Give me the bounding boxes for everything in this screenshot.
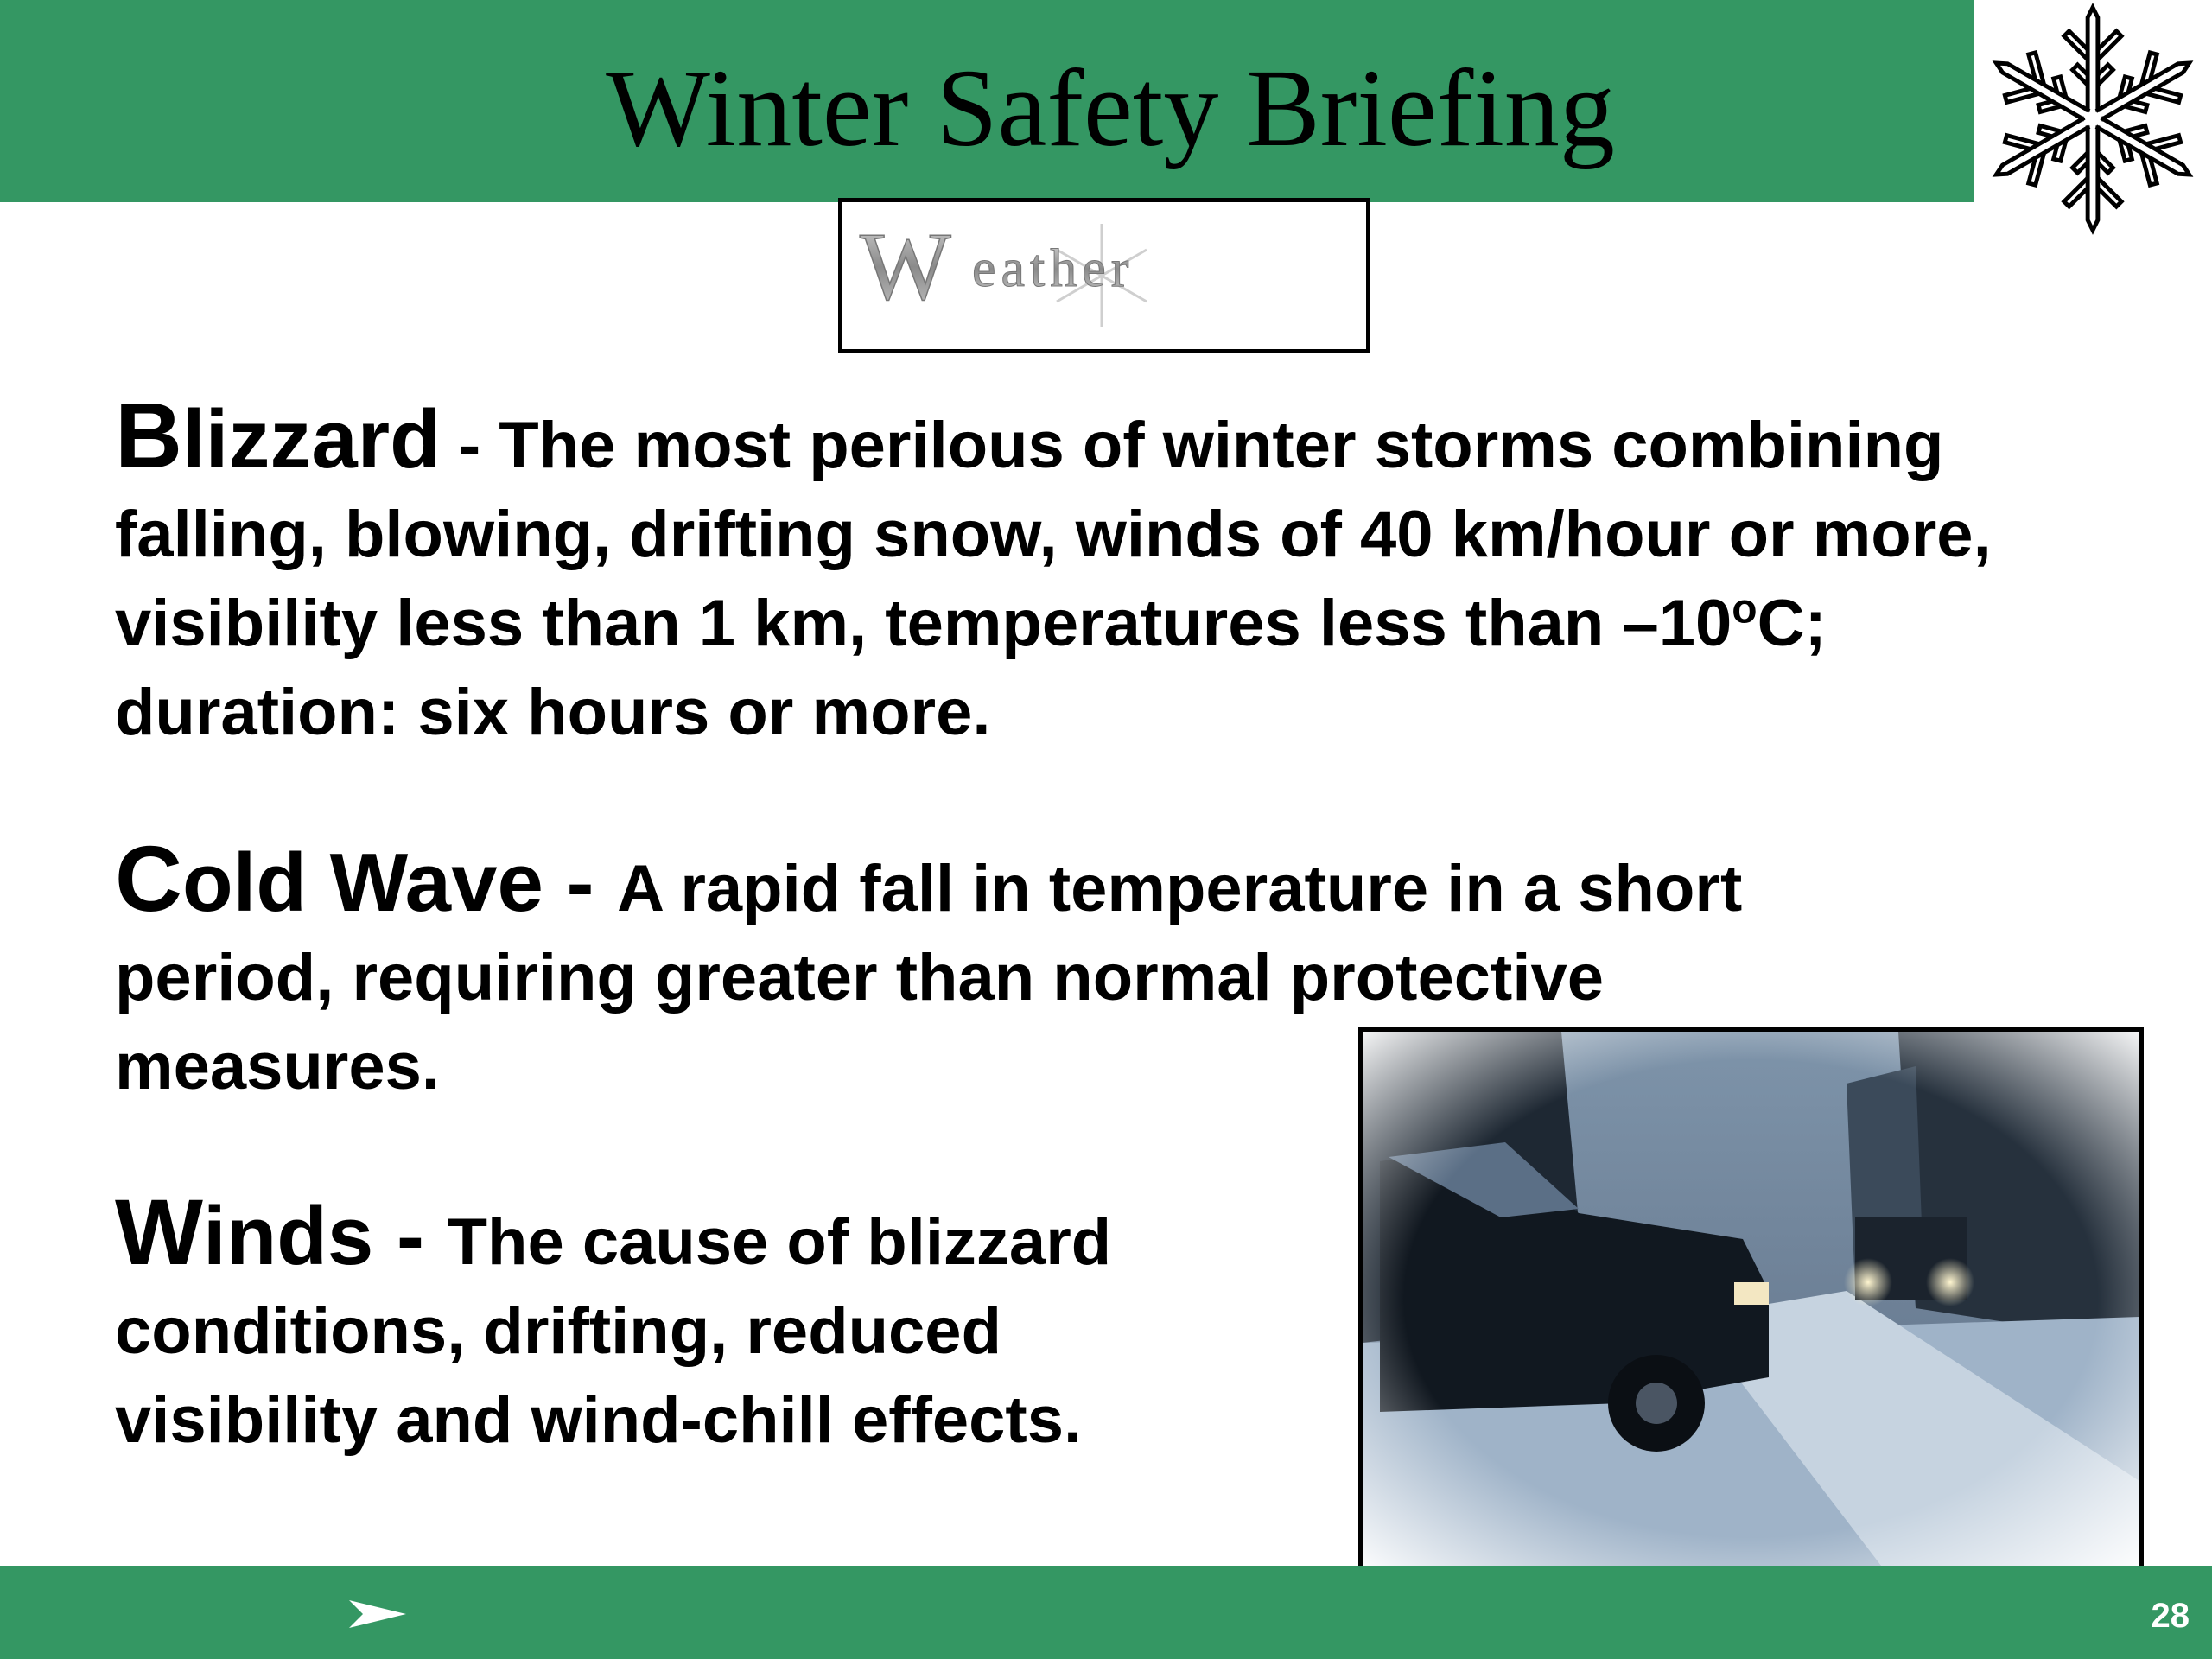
winds-definition xyxy=(115,1179,1307,1465)
snowflake-icon xyxy=(1983,0,2202,238)
blizzard-separator: - xyxy=(440,409,499,482)
blizzard-text-end: C; duration: six hours or more. xyxy=(115,587,1827,749)
logo-initial: W xyxy=(860,213,951,321)
blizzard-term: lizzard xyxy=(182,393,441,486)
weather-logo xyxy=(838,198,1370,353)
footer-bar xyxy=(0,1566,2212,1659)
arrow-right-icon[interactable] xyxy=(347,1597,408,1631)
blizzard-definition xyxy=(115,383,2120,757)
cold-wave-separator: - xyxy=(543,836,618,929)
winds-text-rest: conditions, drifting, reduced visibility and wind-chill effects. xyxy=(115,1294,1083,1457)
logo-text: eather xyxy=(972,239,1135,298)
winds-term-initial: W xyxy=(115,1179,203,1284)
cold-wave-term: old Wave xyxy=(182,836,543,929)
winds-text-line1: The cause of blizzard xyxy=(447,1205,1112,1279)
blizzard-term-initial: B xyxy=(115,383,182,487)
winds-separator: - xyxy=(373,1190,448,1282)
degree-superscript: o xyxy=(1732,586,1758,632)
winds-term: inds xyxy=(202,1190,374,1282)
cold-wave-term-initial: C xyxy=(115,826,182,931)
cold-wave-first-line xyxy=(115,826,2016,933)
winter-street-photo xyxy=(1358,1027,2144,1570)
winds-first-line xyxy=(115,1179,1307,1287)
blizzard-text: The most perilous of winter storms combining falling, blowing, drifting snow, winds of 40 km/hour or more, visibility less than 1 km, temperatures less than –10 xyxy=(115,409,1992,660)
cold-wave-text-line1: A rapid fall in temperature in a short xyxy=(617,852,1743,925)
cold-wave-text-rest: period, requiring greater than normal protective measures. xyxy=(115,941,1604,1103)
page-number: 28 xyxy=(2151,1597,2190,1635)
slide-title: Winter Safety Briefing xyxy=(606,47,1615,169)
